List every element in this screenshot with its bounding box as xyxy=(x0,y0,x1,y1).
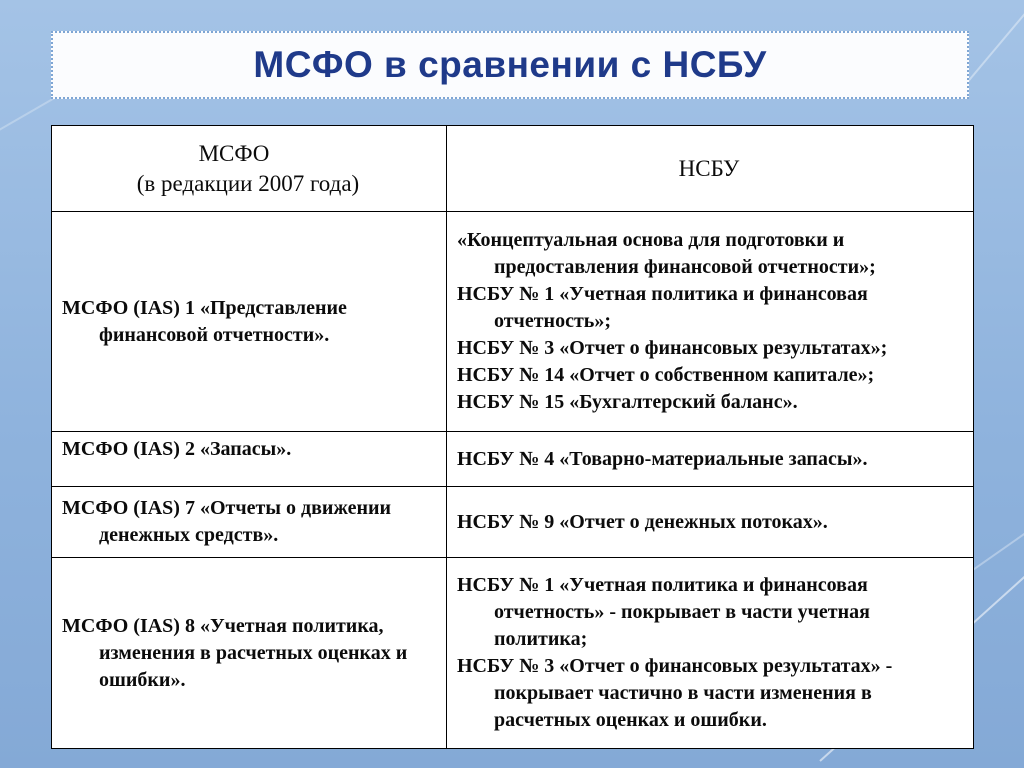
header-ifrs-edition: (в редакции 2007 года) xyxy=(136,170,360,196)
table-row xyxy=(52,212,974,432)
nsbu-cell xyxy=(447,558,974,749)
table-row xyxy=(52,558,974,749)
ifrs-cell xyxy=(52,432,447,487)
ifrs-standard: МСФО (IAS) 8 «Учетная политика, изменения в расчетных оценках и ошибки». xyxy=(62,614,408,691)
ifrs-standard: МСФО (IAS) 7 «Отчеты о движении денежных средств». xyxy=(62,497,392,546)
nsbu-item: «Концептуальная основа для подготовки и предоставления финансовой отчетности»; xyxy=(457,229,876,278)
slide-title: МСФО в сравнении с НСБУ xyxy=(253,44,767,85)
nsbu-item: НСБУ № 1 «Учетная политика и финансовая отчетность» - покрывает в части учетная политика; xyxy=(457,574,870,650)
header-cell-nsbu xyxy=(447,126,974,212)
nsbu-item: НСБУ № 9 «Отчет о денежных потоках». xyxy=(457,510,828,533)
background-streak xyxy=(0,95,58,142)
table-header-row xyxy=(52,126,974,212)
table-row xyxy=(52,432,974,487)
ifrs-standard: МСФО (IAS) 1 «Представление финансовой отчетности». xyxy=(62,296,347,346)
header-nsbu-label: НСБУ xyxy=(678,156,740,181)
comparison-table xyxy=(51,125,974,749)
nsbu-item: НСБУ № 15 «Бухгалтерский баланс». xyxy=(457,391,798,413)
nsbu-item: НСБУ № 4 «Товарно-материальные запасы». xyxy=(457,447,868,470)
table-row xyxy=(52,487,974,558)
nsbu-cell xyxy=(447,212,974,432)
nsbu-item: НСБУ № 1 «Учетная политика и финансовая отчетность»; xyxy=(457,283,868,332)
ifrs-standard: МСФО (IAS) 2 «Запасы». xyxy=(62,438,292,460)
title-box xyxy=(51,31,969,99)
nsbu-cell xyxy=(447,432,974,487)
header-ifrs-label: МСФО xyxy=(198,140,270,166)
nsbu-cell xyxy=(447,487,974,558)
header-cell-ifrs xyxy=(52,126,447,212)
ifrs-cell xyxy=(52,558,447,749)
ifrs-cell xyxy=(52,487,447,558)
nsbu-item: НСБУ № 3 «Отчет о финансовых результатах» - покрывает частично в части изменения в расчетных оценках и ошибки. xyxy=(457,655,893,731)
nsbu-item: НСБУ № 3 «Отчет о финансовых результатах»; xyxy=(457,337,888,359)
nsbu-item: НСБУ № 14 «Отчет о собственном капитале»; xyxy=(457,364,875,386)
ifrs-cell xyxy=(52,212,447,432)
